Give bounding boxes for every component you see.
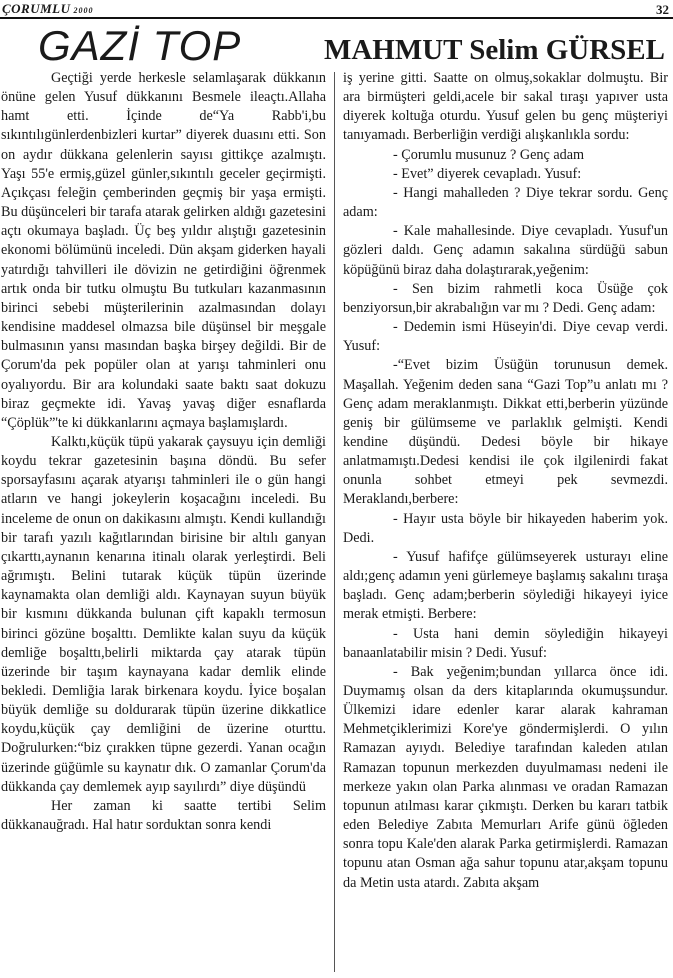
masthead-year: 2000 <box>73 6 94 15</box>
paragraph: -“Evet bizim Üsüğün torunusun demek. Maşallah. Yeğenim deden sana “Gazi Top”u anlatı mı ? Genç adam meraklanmıştı. Dikkat etti,berberin yüzünde geniş bir gülümseme ve parlaklık gelmişti. Kendi kendine düşündü. Dedesi böyle bir hikaye anlatmamıştı.Dedesi kendisi ile çok ilgilenirdi fakat onunla sohbet etmeyi pek sevmezdi. Meraklandı,berbere: <box>343 357 668 508</box>
paragraph: - Dedemin ismi Hüseyin'di. Diye cevap verdi. Yusuf: <box>343 319 668 355</box>
paragraph: iş yerine gitti. Saatte on olmuş,sokaklar dolmuştu. Bir ara birmüşteri geldi,acele bir sakal tıraşı yapıver usta diyerek koltuğa oturdu. Yusuf gelen bu genç müşteriyi tanıyamadı. Berberliğin verdiği alışkanlıkla sordu: <box>343 70 668 144</box>
column-divider <box>334 72 335 972</box>
paragraph: Her zaman ki saatte tertibi Selim dükkanauğradı. Hal hatır sorduktan sonra kendi <box>1 797 326 834</box>
paragraph: - Sen bizim rahmetli koca Üsüğe çok benziyorsun,bir akrabalığın var mı ? Dedi. Genç adam: <box>343 280 668 316</box>
paragraph: - Bak yeğenim;bundan yıllarca önce idi. Duymamış olsan da ders kitaplarında okumuşsundur. Ülkemizi idare edenler karar alarak kahraman Mehmetçiklerimizi Kore'ye göndermişlerdi. O yılın Ramazan ayıydı. Belediye tarafından kaleden atılan Ramazan topunun merkezden duyulmaması nedeni ile merkeze yakın olan Parka alınması ve oradan Ramazan topunun atılması karar çıkmıştı. Derken bu kararı tatbik eden Belediye Zabıta Memurları Arife günü öğleden sonra topu Kale'den alarak Parka getirmişlerdi. Ramazan topunu atan Osman ağa sahur topunu atar,akşam topunu da Metin usta atardı. Zabıta akşam <box>343 663 668 891</box>
paragraph: Geçtiği yerde herkesle selamlaşarak dükkanın önüne gelen Yusuf dükkanını Besmele ileaçtı.Allaha hamt etti. İçinde de“Ya Rabb'i,bu sıkıntılıgünlerdenbizleri kurtar” diyerek duasını etti. Son on aydır dükkana gelenlerin sayısı gittikçe azalmıştı. Yaşı 55'e ermiş,güzel günler,sıkıntılı geceler geçirmişti. Açıkçası feleğin çemberinden geçmiş bir yaşa ermişti. Bu düşünceleri bir tarafa atarak gelirken aldığı gazetesini açtı okumaya başladı. Üç beş yıldır alıştığı gazetesinin ekonomi bölümünü inceledi. Dün akşam giderken hayali yatırdığı tahvilleri ile dövizin ne getirdiğini öğrenmek artık onda bir tutku olmuştu Bu tutkuları kazanmasının birinci sebebi müşterilerinin azalmasından dolayı kendisine maddesel olmazsa bile düşünsel bir meşgale bulmasının yansı masından başka birşey değildi. Bir de Çorum'da pek popüler olan at yarışı tahminleri onu oyalıyordu. Bir ara kolundaki saate baktı saat dokuzu biraz geçmekte idi. Yavaş yavaş diğer esnaflarda “Çöplük”'te ki dükkanlarını açmaya başlamışlardı. <box>1 70 326 431</box>
right-column <box>343 69 668 893</box>
paragraph: - Evet” diyerek cevapladı. Yusuf: <box>393 165 582 182</box>
article-title-row <box>0 22 673 72</box>
paragraph: - Hangi mahalleden ? Diye tekrar sordu. Genç adam: <box>343 184 668 221</box>
paragraph: - Kale mahallesinde. Diye cevapladı. Yusuf'un gözleri daldı. Genç adamın sakalına sürdüğü sabun köpüğünü biraz daha dolaştırarak,yeğenim: <box>343 223 668 278</box>
article-author: MAHMUT Selim GÜRSEL <box>323 34 665 66</box>
masthead <box>2 1 94 17</box>
article-title: GAZİ TOP <box>38 22 242 69</box>
header-rule <box>0 17 673 19</box>
paragraph: - Yusuf hafifçe gülümseyerek usturayı eline aldı;genç adamın yeni gürlemeye başlamış sakalını tıraşa başladı. Genç adam;berberin söylediği hikayeyi iyice merak etmişti. Berbere: <box>343 548 668 623</box>
paragraph: Kalktı,küçük tüpü yakarak çaysuyu için demliği koydu tekrar gazetesinin başına döndü. Bu sefer sporsayfasını açarak atyarışı tahminleri ile o gün hangi atların ve hangi jokeylerin koşacağını inceledi. Bu inceleme de onun on dakikasını almıştı. Kendi kullandığı bir tarafı yazılı kağıtlarından birisine bir altılı ganyan çıkarttı,aynanın kenarına itinalı olarak yerleştirdi. Beli ağrımıştı. Belini tutarak küçük tüpün üzerinde kaynamakta olan demliği aldı. Kaynayan suyun büyük bir kısmını dükkanda bulunan çift kapaklı termosun birinci gözüne boşalttı. Demlikte kalan suyu da küçük demliğe boşalttı,belirli miktarda çay atarak tüpün üzerinde bir taşım kaynayana kadar demlik elinde bekledi. Demliğia larak birkenara koydu. İyice boşalan büyük demliğe su doldurarak tüpün üzerine dikkatlice koydu,küçük çay demliğini de üzerine oturttu. Doğrulurken:“biz çırakken tüpne gezerdi. Yanan ocağın üzerinde güğümle su kaynatır dık. O zamanlar Çorum'da dükkanda çay demlemek ayıp sayılırdı” diye düşündü <box>1 433 326 795</box>
page-header <box>0 0 673 20</box>
paragraph: - Hayır usta böyle bir hikayeden haberim yok. Dedi. <box>343 510 668 546</box>
masthead-title: ÇORUMLU <box>2 1 71 16</box>
page-number: 32 <box>656 2 669 17</box>
paragraph: - Usta hani demin söylediğin hikayeyi banaanlatabilir misin ? Dedi. Yusuf: <box>343 625 668 661</box>
left-column <box>1 69 326 835</box>
paragraph: - Çorumlu musunuz ? Genç adam <box>393 146 585 163</box>
